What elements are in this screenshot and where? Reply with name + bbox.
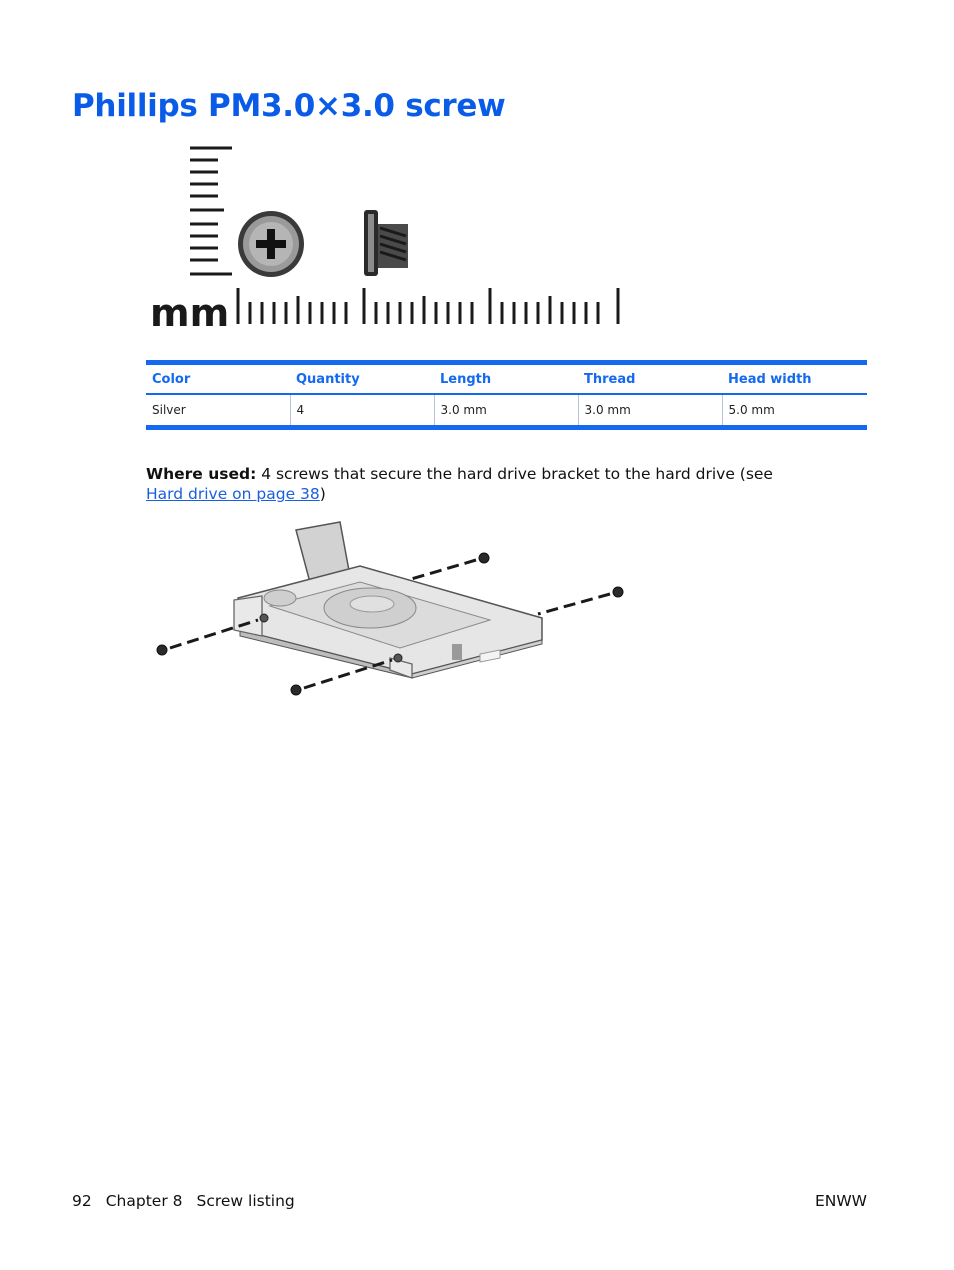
vertical-scale-ruler [190,148,232,274]
screw-side-icon [364,210,408,276]
header-head-width: Head width [728,371,812,387]
footer-section: Screw listing [196,1192,295,1210]
where-used-paragraph [146,464,806,504]
mm-label: mm [150,291,230,335]
screw-head-icon [238,211,304,277]
footer-left [72,1192,309,1210]
cell-quantity: 4 [290,394,434,428]
header-thread: Thread [584,371,636,387]
screw-spec-table [146,360,867,430]
header-color: Color [152,371,191,387]
hard-drive-bracket-figure [150,518,640,708]
hard-drive-link[interactable]: Hard drive on page 38 [146,485,320,503]
where-used-label: Where used: [146,465,257,483]
screw-scale-figure [148,140,628,340]
header-quantity: Quantity [296,371,360,387]
footer-right: ENWW [814,1192,867,1210]
page-title: Phillips PM3.0×3.0 screw [72,88,506,124]
where-used-closing: ) [319,485,326,503]
cell-head-width: 5.0 mm [722,394,867,428]
table-row [146,394,867,428]
cell-length: 3.0 mm [434,394,578,428]
cell-thread: 3.0 mm [578,394,722,428]
where-used-text: 4 screws that secure the hard drive bracket to the hard drive (see [256,465,773,483]
cell-color: Silver [152,403,186,417]
footer-chapter: Chapter 8 [105,1192,183,1210]
page-number: 92 [72,1192,92,1210]
header-length: Length [440,371,492,387]
horizontal-scale-ruler [238,288,618,324]
table-header-row [146,363,867,395]
